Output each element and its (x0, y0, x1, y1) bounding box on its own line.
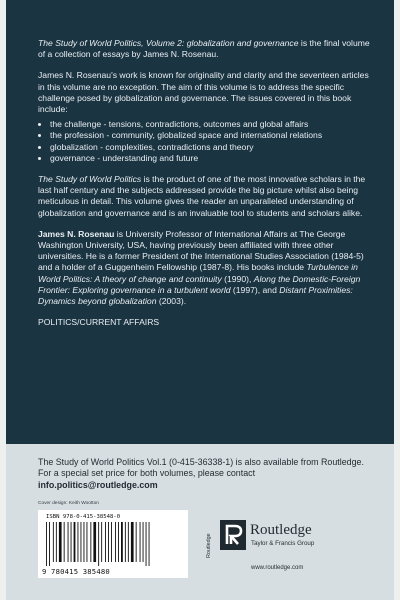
barcode-bar (131, 522, 134, 562)
contact-email: info.politics@routledge.com (38, 479, 158, 490)
barcode-bar (74, 522, 76, 562)
barcode-bar (101, 522, 102, 562)
barcode-bar (121, 522, 123, 562)
barcode-bar (59, 522, 62, 562)
blurb (38, 38, 370, 338)
author-bio (38, 229, 370, 307)
barcode-bar (68, 522, 69, 562)
barcode-bar (98, 522, 99, 566)
publisher-sidebar: Routledge (206, 533, 212, 559)
summary-book-title: The Study of World Politics (38, 174, 142, 185)
summary-paragraph (38, 174, 370, 219)
barcode-bar (125, 522, 126, 562)
barcode-bar (64, 522, 65, 562)
barcode-bar (84, 522, 85, 562)
book-title: Along the Domestic-Foreign Frontier: Exploring governance in a turbulent world (38, 273, 361, 295)
list-item: • the challenge - tensions, contradictions, outcomes and global affairs (50, 119, 370, 130)
barcode-bar (118, 522, 119, 562)
isbn-text: ISBN 978-0-415-38548-0 (46, 514, 121, 520)
barcode-bar (46, 522, 47, 566)
list-item: • the profession - community, globalized space and international relations (50, 130, 370, 141)
barcode-bar (71, 522, 72, 562)
barcode-bar (115, 522, 116, 562)
barcode-number: 9 780415 385480 (42, 567, 110, 576)
summary-text: is the product of one of the most innovative scholars in the last half century and the subjects addressed provide the big picture whilst also being meticulous in detail. This volume gives the reader an unparalleled understanding of globalization and governance and is an invaluable tool to students and scholars alike. (38, 174, 366, 218)
availability-text: The Study of World Politics Vol.1 (0-415-36338-1) is also available from Routledge. For a special set price for both volumes, please contact (38, 457, 364, 479)
list-item: • governance - understanding and future (50, 153, 370, 164)
bio-text: (1997), and (230, 284, 280, 295)
publisher-url: www.routledge.com (251, 565, 304, 571)
publisher-logo (206, 518, 386, 578)
bio-text: (2003). (156, 296, 187, 307)
back-cover (6, 0, 394, 600)
issues-list (38, 119, 370, 164)
barcode-bar (87, 522, 88, 562)
barcode-bar (143, 522, 144, 562)
barcode-bar (90, 522, 91, 562)
book-title: Distant Proximities: Dynamics beyond globalization (38, 284, 353, 307)
description-paragraph: James N. Rosenau's work is known for originality and clarity and the seventeen articles in this volume are no exception. The aim of this volume is to address the specific challenge posed by globalization and governance. The issues covered in this book include: (38, 70, 369, 115)
barcode-bar (93, 522, 96, 562)
publisher-name: Routledge (250, 522, 312, 538)
bio-text: is University Professor of International Affairs at The George Washington University, USA, having previously been affiliated with three other universities. He is a former President of the International Studies Association (1984-5) and a holder of a Guggenheim Fellowship (1987-8). His books include (38, 228, 364, 273)
barcode-bar (140, 522, 141, 562)
availability-note (38, 457, 368, 491)
barcode-bar (105, 522, 106, 562)
barcode-bar (149, 522, 150, 566)
barcode-bar (136, 522, 137, 562)
intro-text: is the final volume of a collection of essays by James N. Rosenau. (38, 38, 370, 60)
barcode-bar (56, 522, 57, 562)
barcode-bar (49, 522, 50, 566)
publisher-group: Taylor & Francis Group (251, 540, 315, 547)
barcode-bar (81, 522, 82, 562)
barcode-bar (53, 522, 54, 562)
bottom-panel (6, 444, 394, 600)
list-item: • globalization - complexities, contradictions and theory (50, 142, 370, 153)
intro-paragraph (38, 38, 370, 60)
barcode-bar (78, 522, 79, 562)
intro-book-title: The Study of World Politics, Volume 2: globalization and governance (38, 38, 299, 48)
barcode-bar (108, 522, 109, 562)
book-title: Turbulence in World Politics: A theory of change and continuity (38, 262, 358, 284)
cover-credit: Cover design: Keith Wootton (38, 501, 99, 506)
barcode-bar (146, 522, 147, 566)
barcode-box (38, 510, 188, 578)
barcode-bar (128, 522, 129, 562)
barcode (44, 522, 182, 566)
author-name: James N. Rosenau (38, 228, 115, 239)
barcode-bar (111, 522, 112, 562)
subject-category: POLITICS/CURRENT AFFAIRS (38, 317, 160, 328)
routledge-r-mark-icon (220, 520, 246, 550)
bio-text: (1990), (221, 273, 254, 284)
